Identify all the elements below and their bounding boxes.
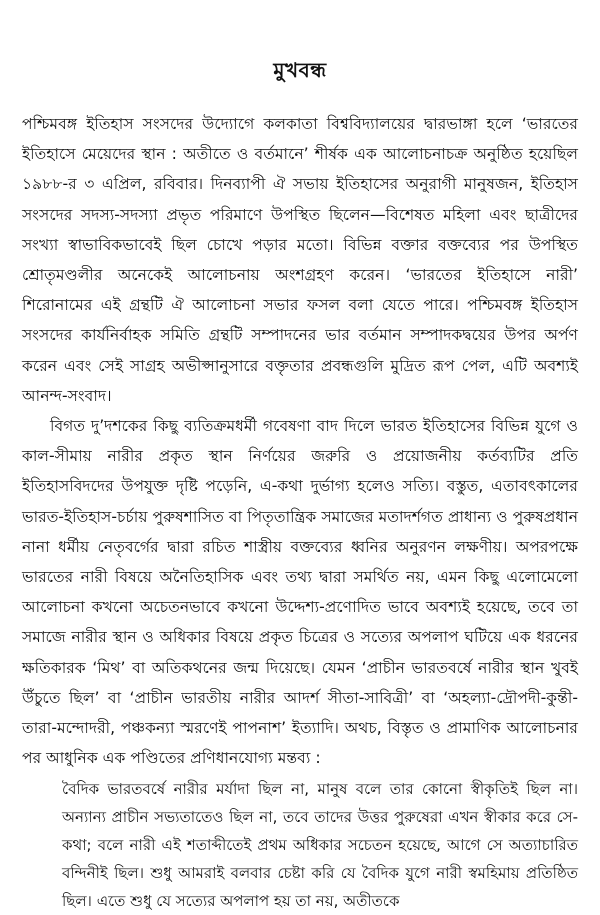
block-quote: বৈদিক ভারতবর্ষে নারীর মর্যাদা ছিল না, মানুষ বলে তার কোনো স্বীকৃতিই ছিল না। অন্যান্য প্রাচীন সভ্যতাতেও ছিল না, তবে তাদের উত্তর পুরুষেরা এখন স্বীকার করে সে-কথা; বলে নারী এই শতাব্দীতেই প্রথম অধিকার সচেতন হয়েছে, আগে সে অত্যাচারিত বন্দিনীই ছিল। শুধু আমরাই বলবার চেষ্টা করি যে বৈদিক যুগে নারী স্বমহিমায় প্রতিষ্ঠিত ছিল। এতে শুধু যে সত্যের অপলাপ হয় তা নয়, অতীতকে: [62, 780, 578, 911]
page-title: মুখবন্ধ: [273, 58, 327, 82]
paragraph-1: পশ্চিমবঙ্গ ইতিহাস সংসদের উদ্যোগে কলকাতা বিশ্ববিদ্যালয়ের দ্বারভাঙ্গা হলে ‘ভারতের ইতিহাসে মেয়েদের স্থান : অতীতে ও বর্তমানে’ শীর্ষক এক আলোচনাচক্র অনুষ্ঠিত হয়েছিল ১৯৮৮-র ৩ এপ্রিল, রবিবার। দিনব্যাপী ঐ সভায় ইতিহাসের অনুরাগী মানুষজন, ইতিহাস সংসদের সদস্য-সদস্যা প্রভৃত পরিমাণে উপস্থিত ছিলেন—বিশেষত মহিলা এবং ছাত্রীদের সংখ্যা স্বাভাবিকভাবেই ছিল চোখে পড়ার মতো। বিভিন্ন বক্তার বক্তব্যের পর উপস্থিত শ্রোতৃমণ্ডলীর অনেকেই আলোচনায় অংশগ্রহণ করেন। ‘ভারতের ইতিহাসে নারী’ শিরোনামের এই গ্রন্থটি ঐ আলোচনা সভার ফসল বলা যেতে পারে। পশ্চিমবঙ্গ ইতিহাস সংসদের কার্যনির্বাহক সমিতি গ্রন্থটি সম্পাদনের ভার বর্তমান সম্পাদকদ্বয়ের উপর অর্পণ করেন এবং সেই সাগ্রহ অভীপ্সানুসারে বক্তৃতার প্রবন্ধগুলি মুদ্রিত রূপ পেল, এটি অবশ্যই আনন্দ-সংবাদ।: [22, 115, 578, 405]
paragraph-2: বিগত দু’দশকের কিছু ব্যতিক্রমধর্মী গবেষণা বাদ দিলে ভারত ইতিহাসের বিভিন্ন যুগে ও কাল-সীমায় নারীর প্রকৃত স্থান নির্ণয়ের জরুরি ও প্রয়োজনীয় কর্তব্যটির প্রতি ইতিহাসবিদদের উপযুক্ত দৃষ্টি পড়েনি, এ-কথা দুর্ভাগ্য হলেও সত্যি। বস্তুত, এতাবৎকালের ভারত-ইতিহাস-চর্চায় পুরুষশাসিত বা পিতৃতান্ত্রিক সমাজের মতাদর্শগত প্রাধান্য ও পুরুষপ্রধান নানা ধর্মীয় নেতৃবর্গের দ্বারা রচিত শাস্ত্রীয় বক্তব্যের ধ্বনির অনুরণন লক্ষণীয়। অপরপক্ষে ভারতের নারী বিষয়ে অনৈতিহাসিক এবং তথ্য দ্বারা সমর্থিত নয়, এমন কিছু এলোমেলো আলোচনা কখনো অচেতনভাবে কখনো উদ্দেশ্য-প্রণোদিত ভাবে অবশ্যই হয়েছে, তবে তা সমাজে নারীর স্থান ও অধিকার বিষয়ে প্রকৃত চিত্রের ও সত্যের অপলাপ ঘটিয়ে এক ধরনের ক্ষতিকারক ‘মিথ’ বা অতিকথনের জন্ম দিয়েছে। যেমন ‘প্রাচীন ভারতবর্ষে নারীর স্থান খুবই উঁচুতে ছিল’ বা ‘প্রাচীন ভারতীয় নারীর আদর্শ সীতা-সাবিত্রী’ বা ‘অহল্যা-দ্রৌপদী-কুন্তী-তারা-মন্দোদরী, পঞ্চকন্যা স্মরণেই পাপনাশ’ ইত্যাদি। অথচ, বিস্তৃত ও প্রামাণিক আলোচনার পর আধুনিক এক পণ্ডিতের প্রণিধানযোগ্য মন্তব্য :: [22, 417, 578, 768]
